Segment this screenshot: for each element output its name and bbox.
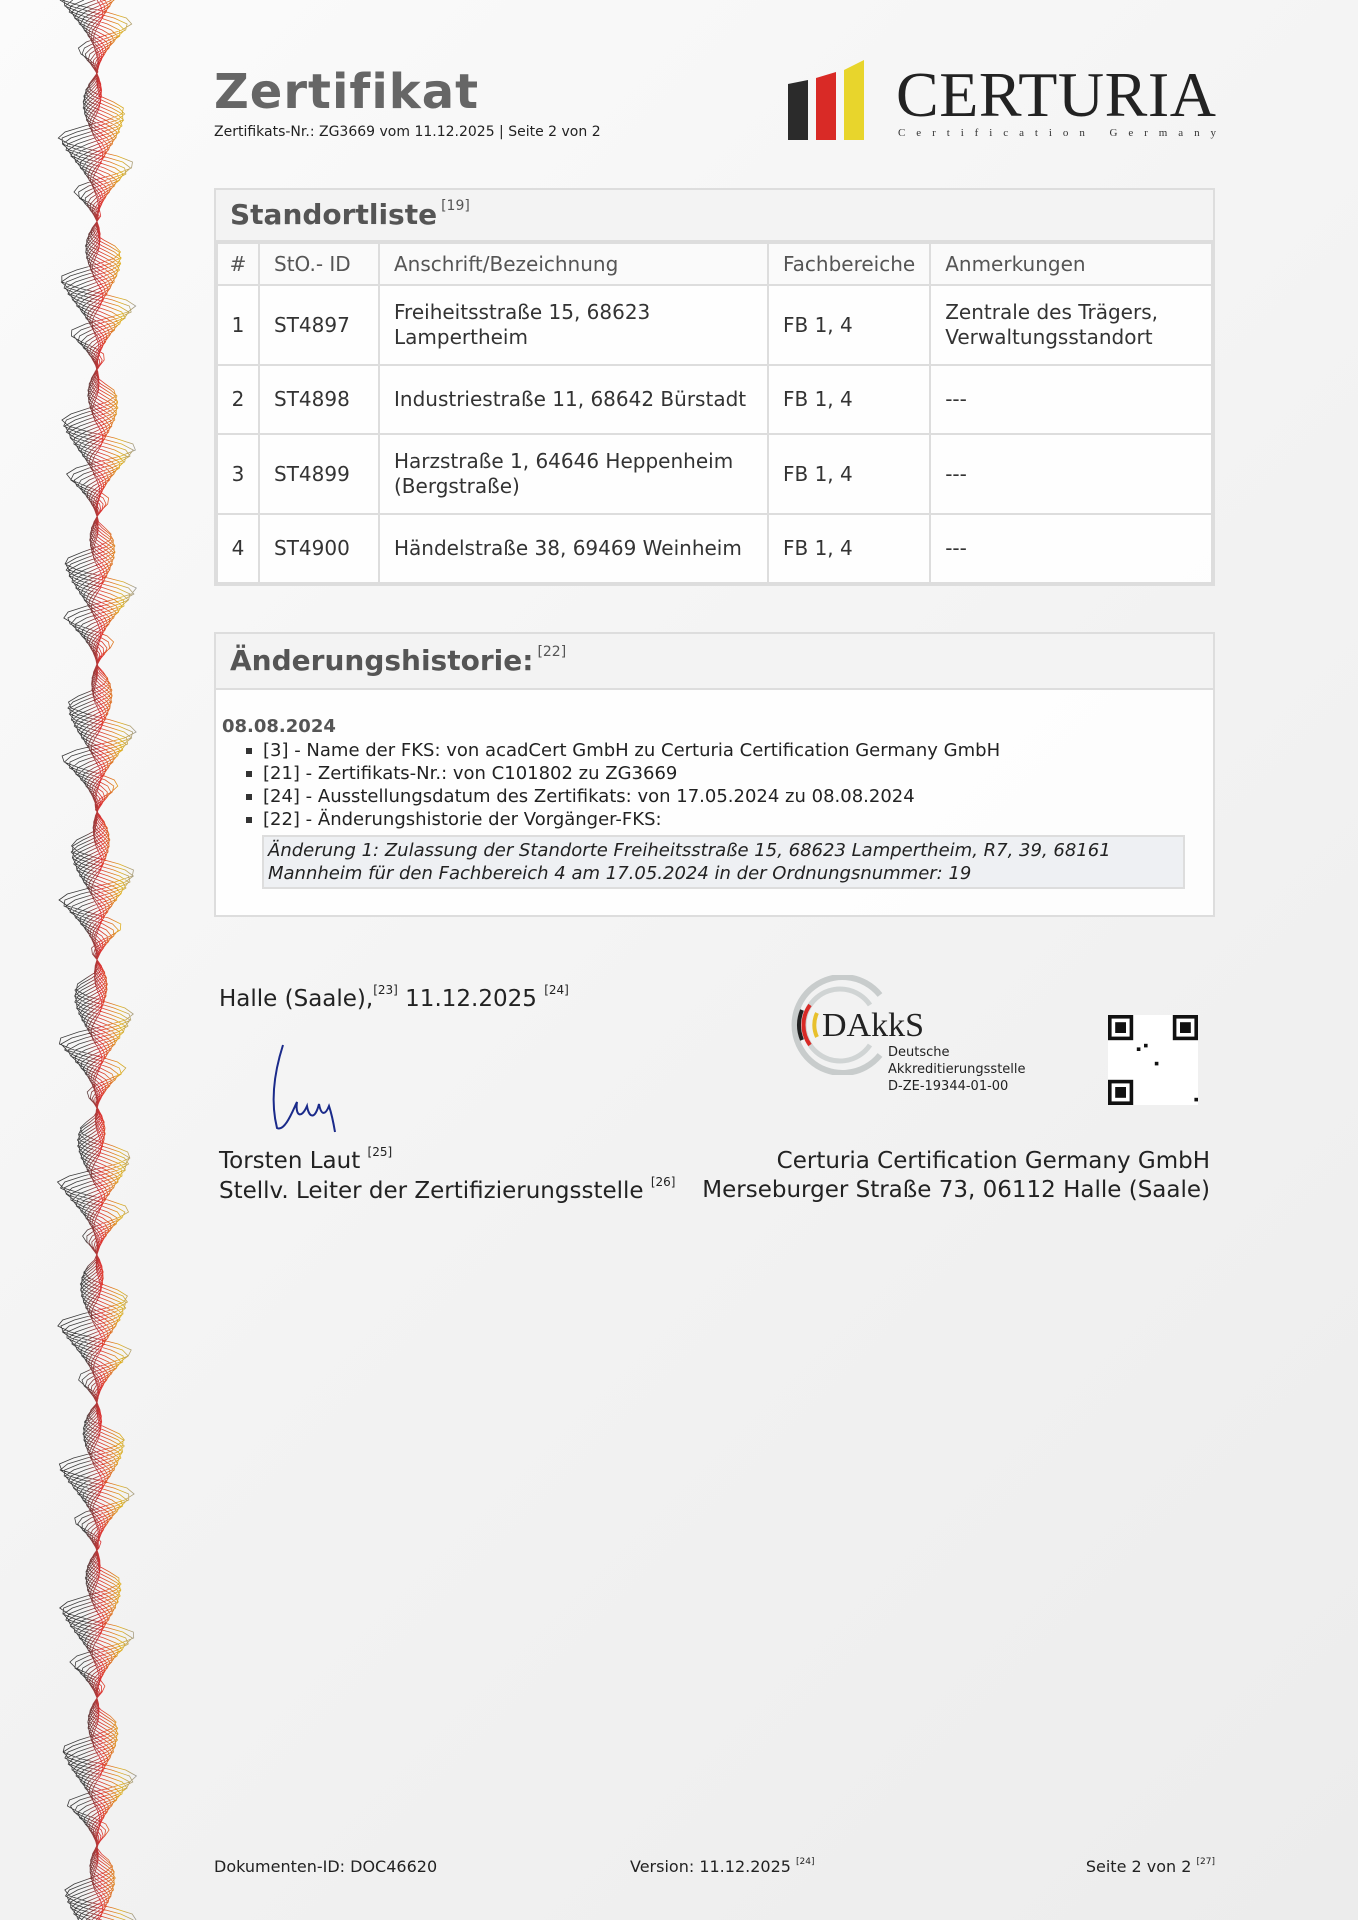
cell-address: Händelstraße 38, 69469 Weinheim [379,514,768,583]
col-notes: Anmerkungen [930,243,1212,285]
document-id: Dokumenten-ID: DOC46620 [214,1857,438,1876]
table-row [217,514,1212,583]
signature-image [265,1040,355,1140]
cell-fields: FB 1, 4 [768,285,930,365]
signer-name: Torsten Laut [25] [219,1145,393,1174]
signer-role: Stellv. Leiter der Zertifizierungsstelle [26] [219,1175,676,1204]
col-number: # [217,243,259,285]
history-date: 08.08.2024 [222,716,336,737]
col-address: Anschrift/Bezeichnung [379,243,768,285]
site-list-title: Standortliste [230,198,438,231]
cell-address: Industriestraße 11, 68642 Bürstadt [379,365,768,434]
cell-number: 1 [217,285,259,365]
page-title: Zertifikat [214,64,480,120]
history-item: [22] - Änderungshistorie der Vorgänger-FKS: [246,808,1207,831]
cell-notes: --- [930,365,1212,434]
dakks-logo: DAkkS Deutsche Akkreditierungsstelle D-ZE-19344-01-00 [790,975,1090,1085]
table-row [217,285,1212,365]
org-name: Certuria Certification Germany GmbH [776,1148,1210,1174]
cell-fields: FB 1, 4 [768,514,930,583]
guilloche-border [55,0,140,1920]
org-address: Merseburger Straße 73, 06112 Halle (Saale) [702,1177,1210,1203]
cell-notes: --- [930,514,1212,583]
qr-code[interactable] [1108,1015,1198,1105]
certificate-subtitle: Zertifikats-Nr.: ZG3669 vom 11.12.2025 | Seite 2 von 2 [214,124,601,140]
cell-number: 2 [217,365,259,434]
history-ref: [22] [537,644,567,660]
place-date: Halle (Saale),[23] 11.12.2025 [24] [219,983,569,1012]
site-list-ref: [19] [441,198,470,214]
cell-fields: FB 1, 4 [768,434,930,514]
col-id: StO.- ID [259,243,379,285]
site-list-panel [214,188,1215,586]
version: Version: 11.12.2025 [24] [630,1857,815,1876]
cell-id: ST4897 [259,285,379,365]
cell-address: Freiheitsstraße 15, 68623 Lampertheim [379,285,768,365]
col-fields: Fachbereiche [768,243,930,285]
svg-text:Certification Germany: Certification Germany [898,127,1216,139]
history-panel [214,632,1215,917]
table-row [217,365,1212,434]
history-quote: Änderung 1: Zulassung der Standorte Freiheitsstraße 15, 68623 Lampertheim, R7, 39, 68161 Mannheim für den Fachbereich 4 am 17.05.2024 in der Ordnungsnummer: 19 [262,835,1185,889]
cell-id: ST4898 [259,365,379,434]
cell-number: 3 [217,434,259,514]
page-number: Seite 2 von 2 [27] [1085,1857,1215,1876]
certuria-logo [788,60,1218,144]
cell-number: 4 [217,514,259,583]
history-item: [24] - Ausstellungsdatum des Zertifikats: von 17.05.2024 zu 08.08.2024 [246,785,1207,808]
cell-address: Harzstraße 1, 64646 Heppenheim (Bergstraße) [379,434,768,514]
site-table [216,242,1213,584]
cell-id: ST4899 [259,434,379,514]
cell-fields: FB 1, 4 [768,365,930,434]
history-item: [21] - Zertifikats-Nr.: von C101802 zu ZG3669 [246,762,1207,785]
history-item: [3] - Name der FKS: von acadCert GmbH zu Certuria Certification Germany GmbH [246,739,1207,762]
svg-text:CERTURIA: CERTURIA [896,60,1216,130]
table-row [217,434,1212,514]
cell-notes: --- [930,434,1212,514]
cell-id: ST4900 [259,514,379,583]
history-title: Änderungshistorie: [230,644,534,677]
cell-notes: Zentrale des Trägers, Verwaltungsstandort [930,285,1212,365]
